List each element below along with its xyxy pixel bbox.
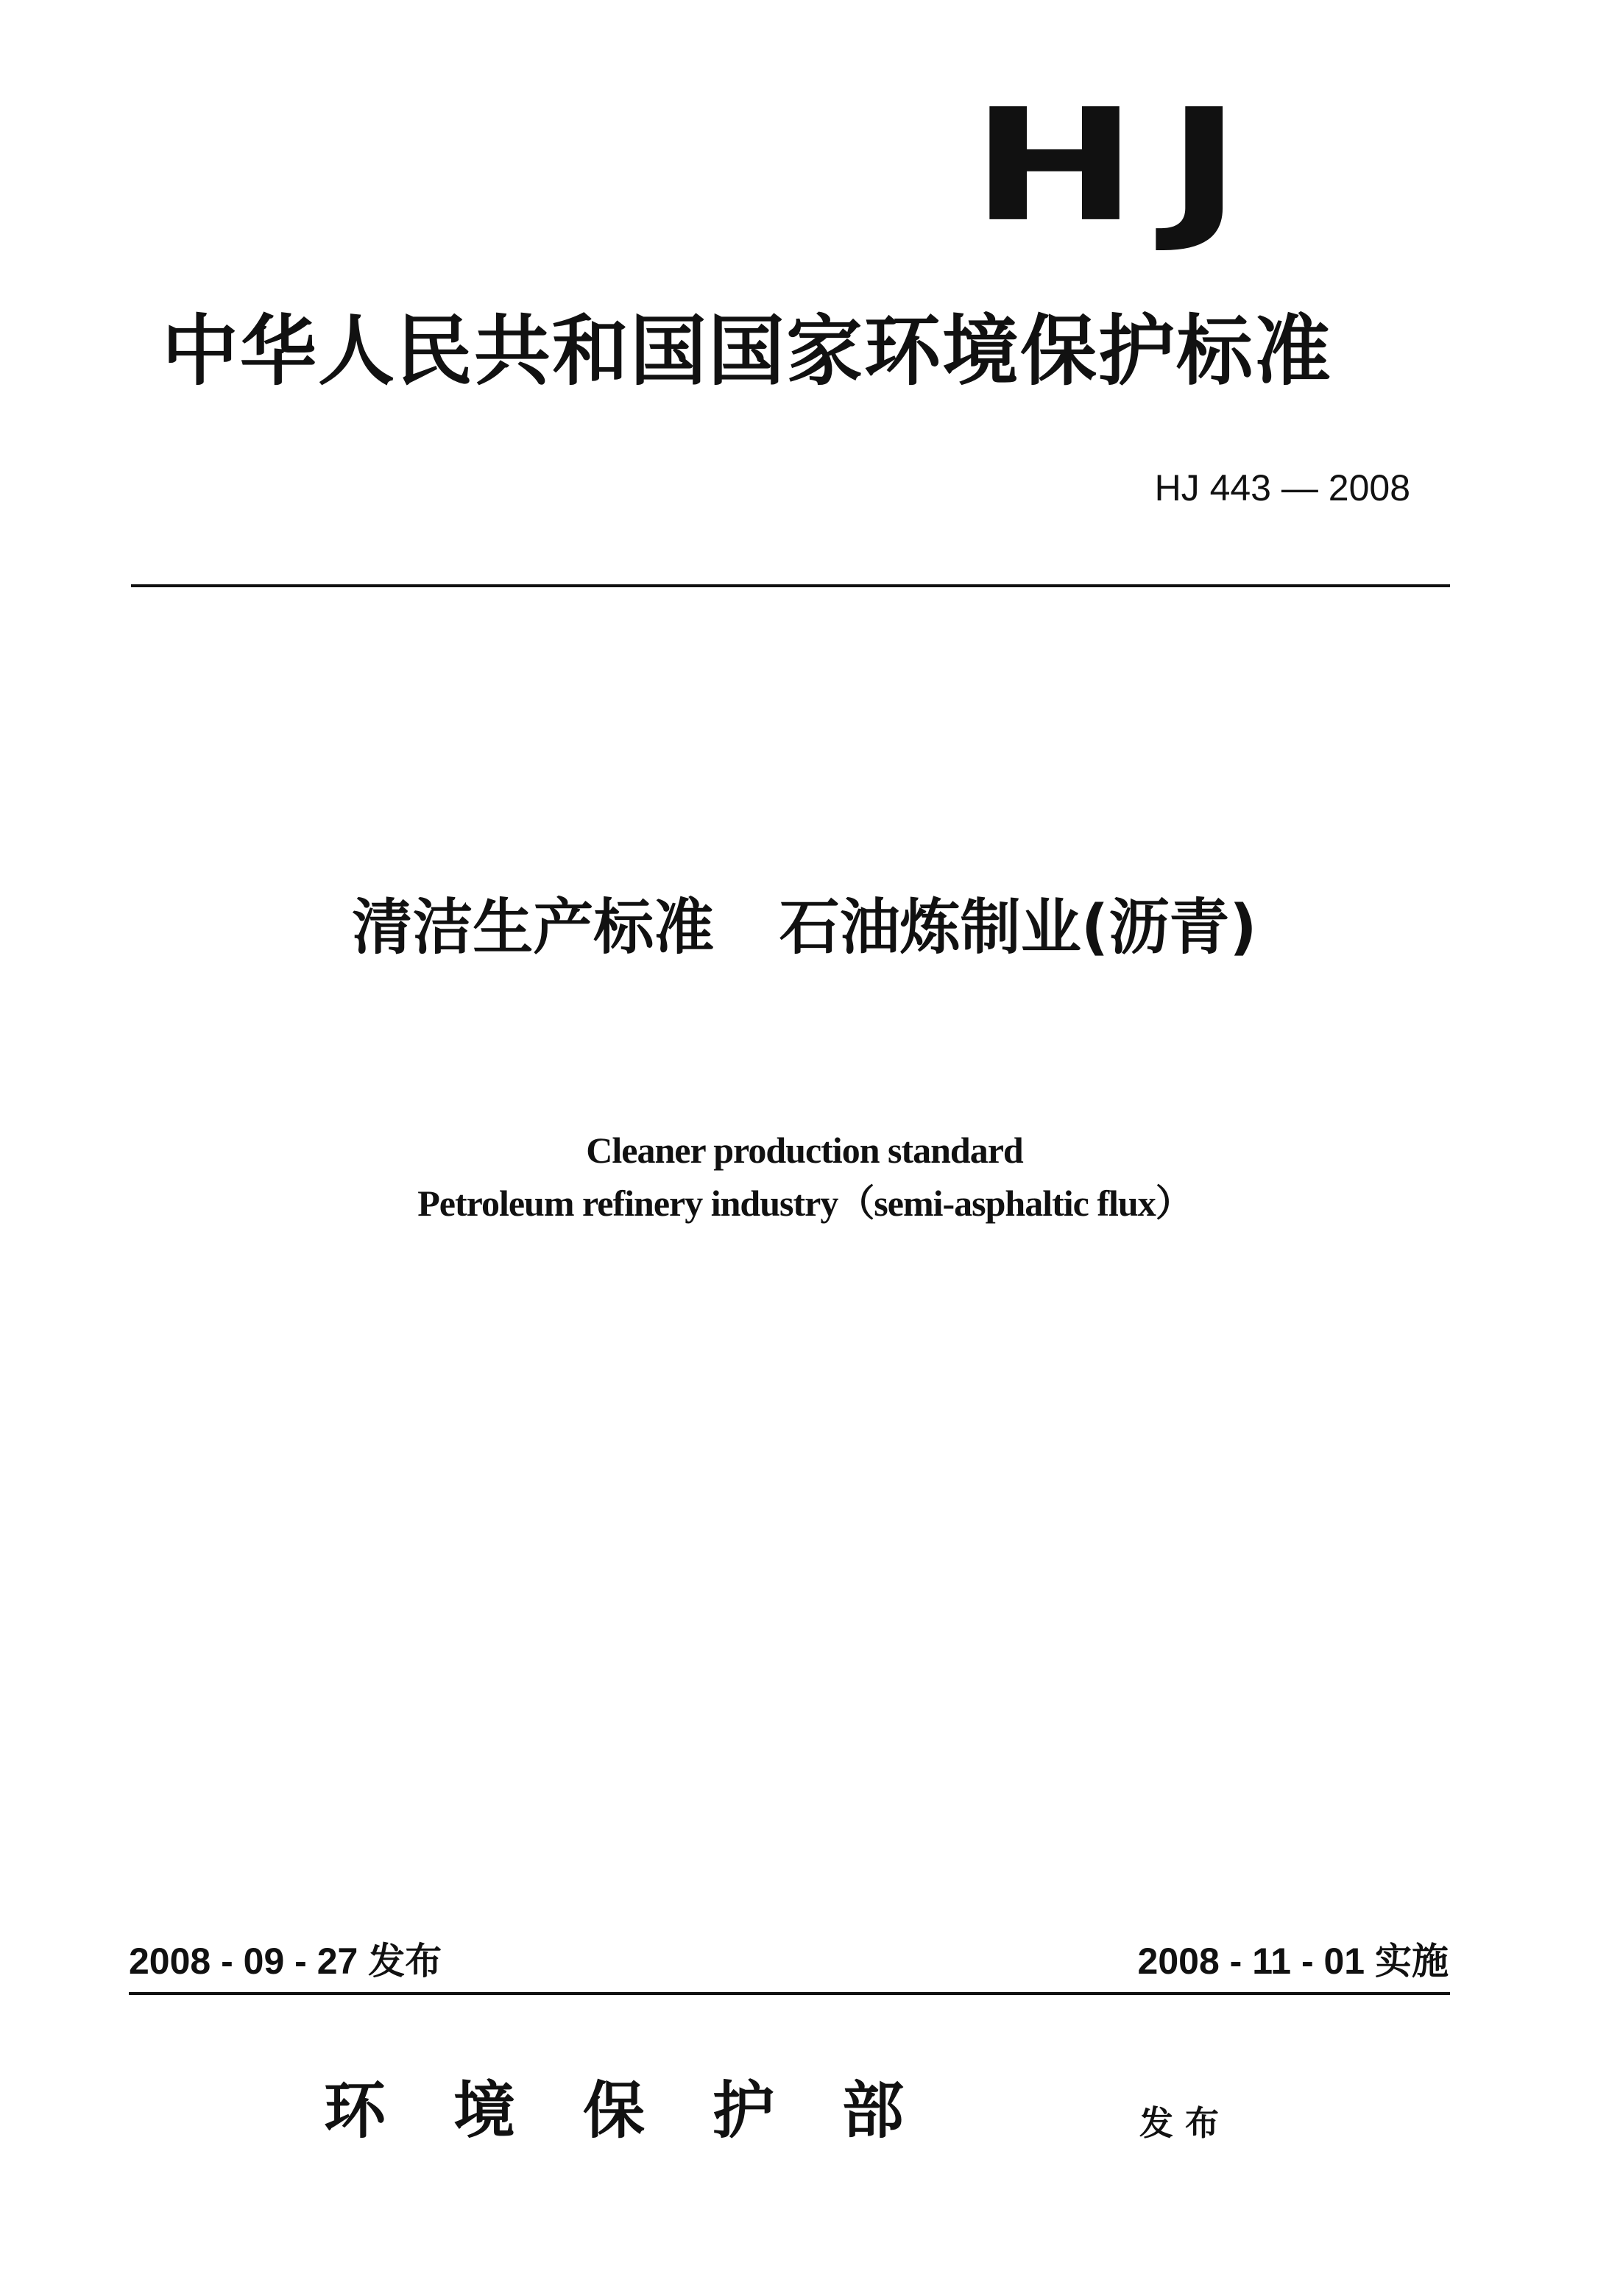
title-english-line2: Petroleum refinery industry（semi-asphaltic flux）: [417, 1183, 1192, 1224]
standard-category: 中华人民共和国国家环境保护标准: [162, 306, 1333, 396]
title-chinese: 清洁生产标准 石油炼制业(沥青): [352, 893, 1257, 963]
standard-number: HJ 443 — 2008: [1154, 467, 1410, 509]
top-divider: [131, 584, 1450, 587]
hj-logo: HJ: [971, 75, 1270, 256]
bottom-divider: [129, 1992, 1450, 1995]
issuer-name: 环境保护部: [324, 2074, 972, 2147]
issue-date: 2008 - 09 - 27 发布: [129, 1941, 442, 1982]
title-english-line1: Cleaner production standard: [586, 1130, 1023, 1171]
issuer-suffix: 发布: [1139, 2103, 1231, 2143]
effective-date: 2008 - 11 - 01 实施: [1137, 1941, 1449, 1982]
